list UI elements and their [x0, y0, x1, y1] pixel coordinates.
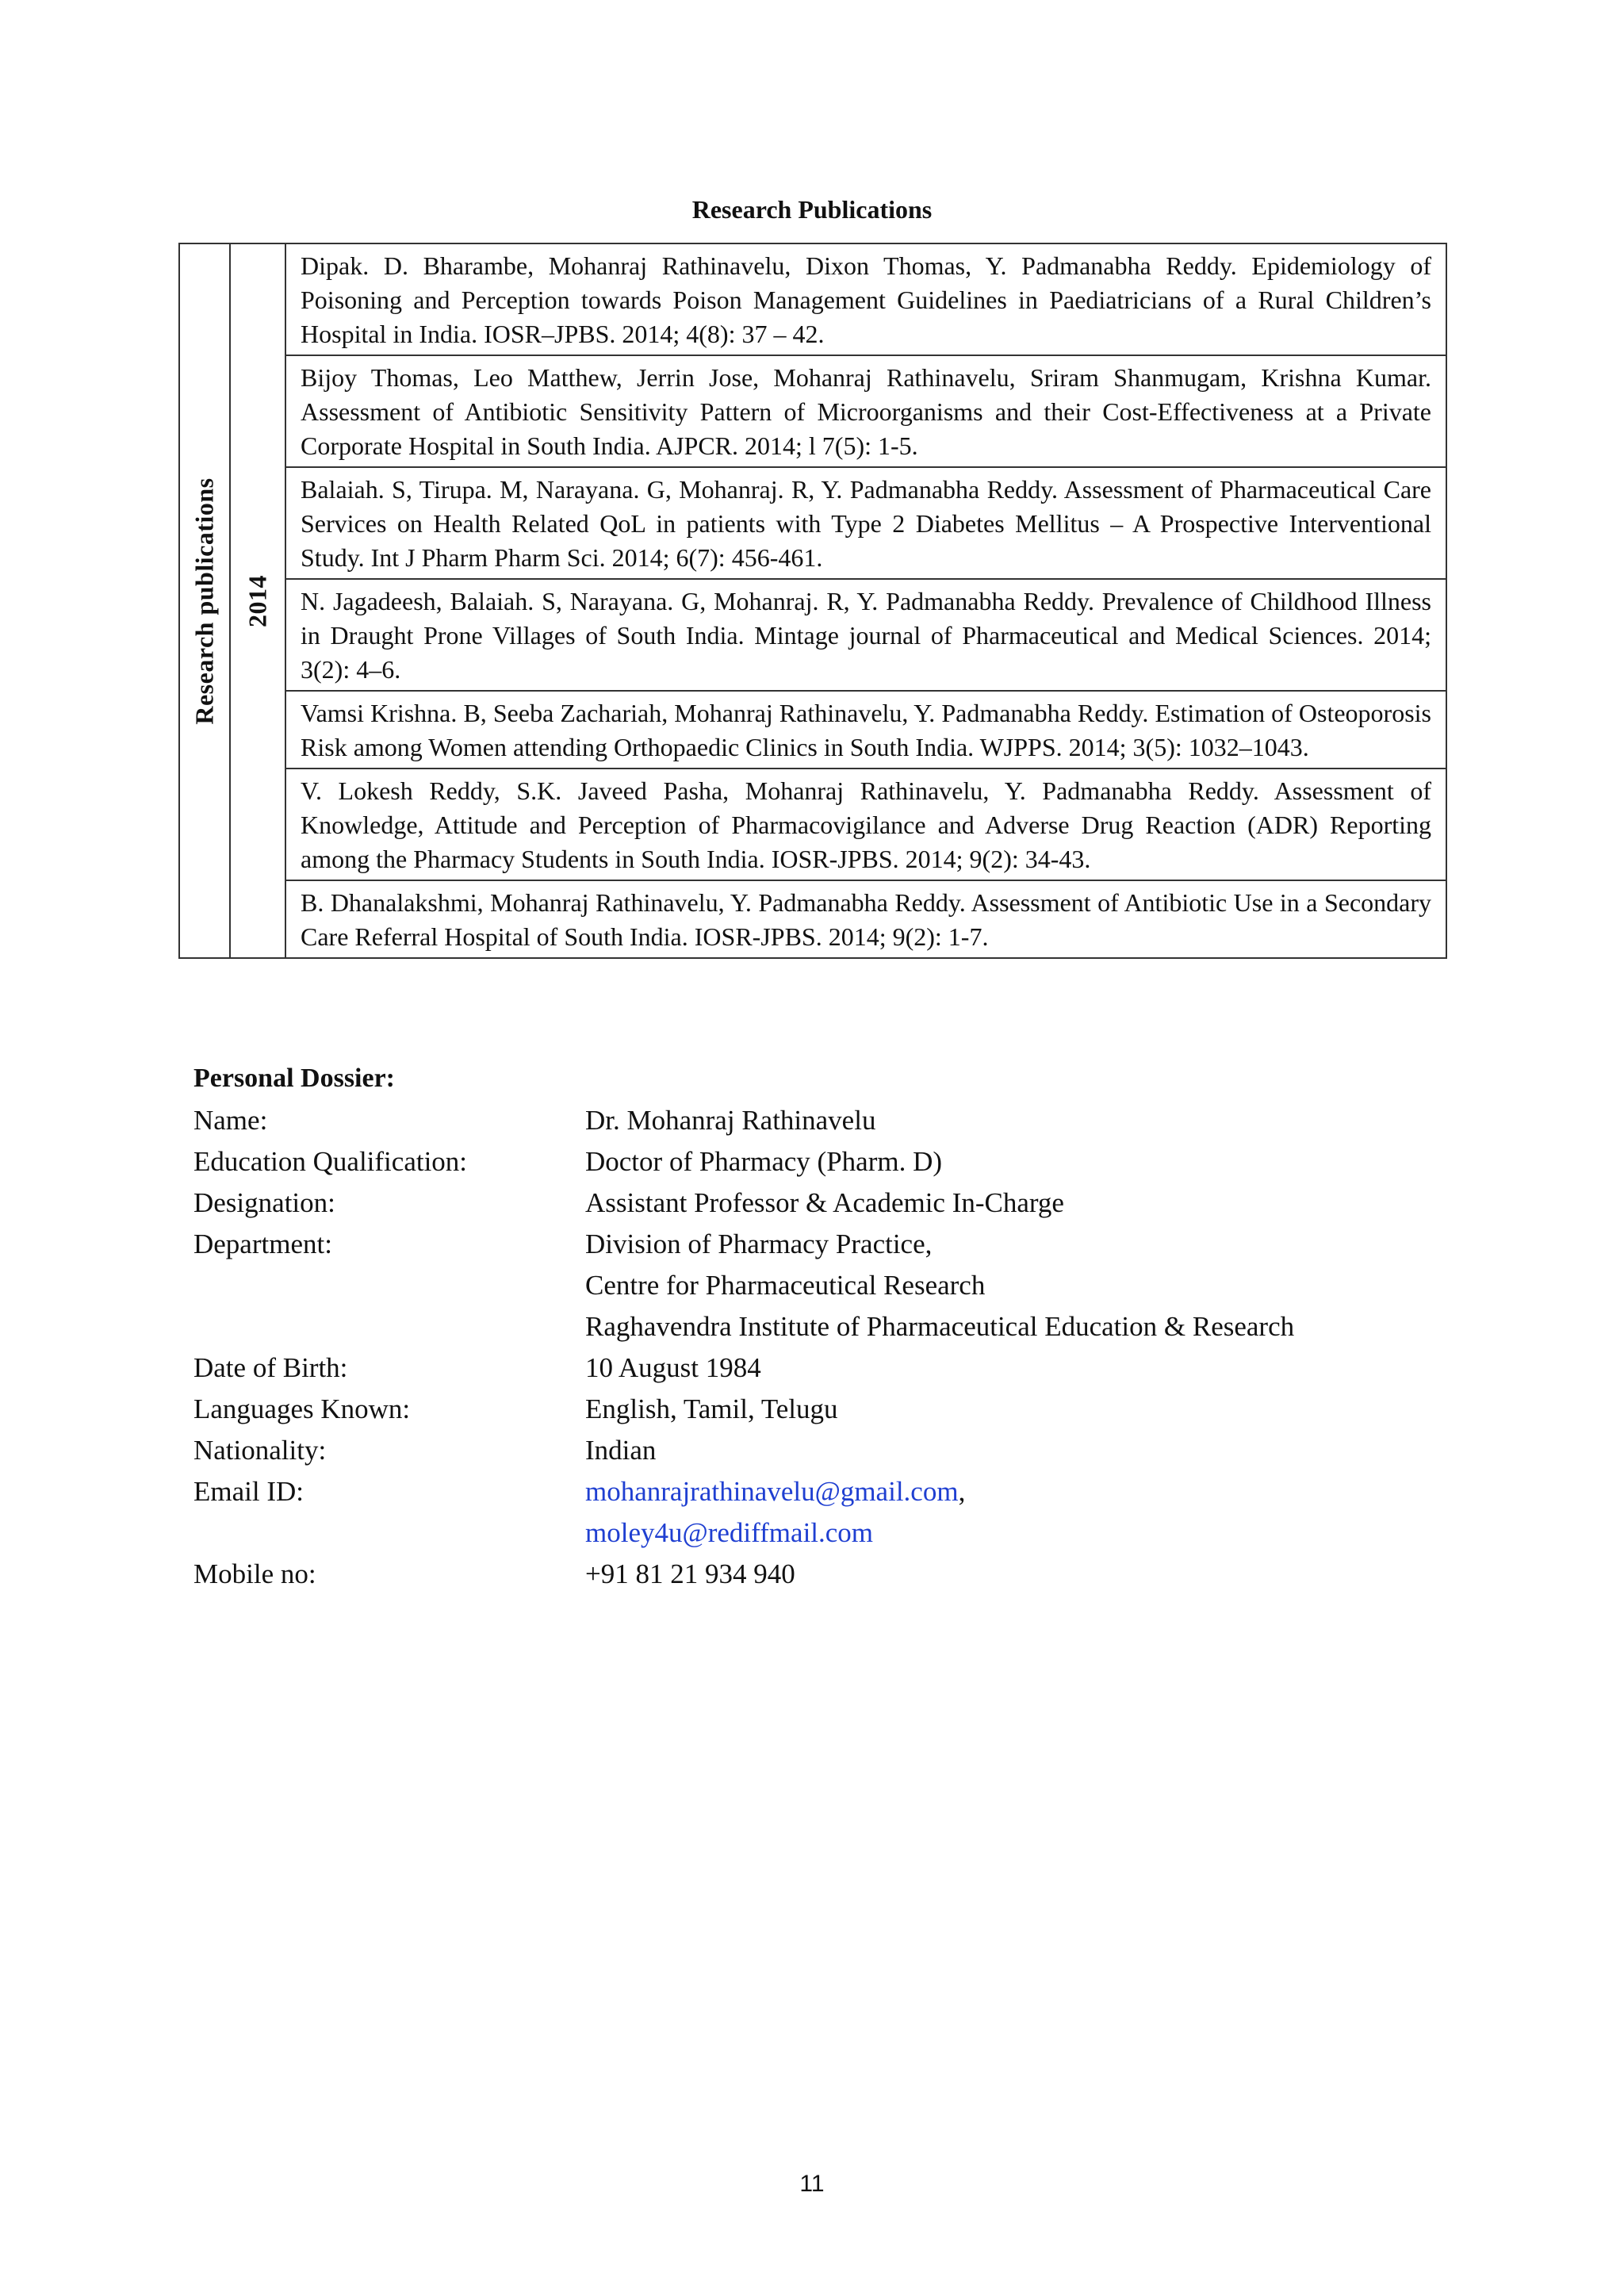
- publication-entry: N. Jagadeesh, Balaiah. S, Narayana. G, Mohanraj. R, Y. Padmanabha Reddy. Prevalence of Childhood Illness in Draught Prone Villages of South India. Mintage journal of Pharmaceutical and Medical Sciences. 2014; 3(2): 4–6.: [285, 579, 1446, 691]
- education-label: Education Qualification:: [193, 1146, 468, 1177]
- languages-label: Languages Known:: [193, 1393, 411, 1424]
- publication-entry: Bijoy Thomas, Leo Matthew, Jerrin Jose, Mohanraj Rathinavelu, Sriram Shanmugam, Krishna Kumar. Assessment of Antibiotic Sensitivity Pattern of Microorganisms and their Cost-Effectiveness at a Private Corporate Hospital in South India. AJPCR. 2014; l 7(5): 1-5.: [285, 355, 1446, 467]
- section-label: Research publications: [190, 477, 219, 725]
- publications-table: [178, 243, 1447, 959]
- dossier-row-department: [193, 1224, 1462, 1347]
- mobile-label: Mobile no:: [193, 1558, 316, 1589]
- dossier-row-languages: [193, 1389, 1462, 1430]
- dossier-row-education: [193, 1141, 1462, 1182]
- publication-entry: Balaiah. S, Tirupa. M, Narayana. G, Mohanraj. R, Y. Padmanabha Reddy. Assessment of Pharmaceutical Care Services on Health Related QoL in patients with Type 2 Diabetes Mellitus – A Prospective Interventional Study. Int J Pharm Pharm Sci. 2014; 6(7): 456-461.: [285, 467, 1446, 579]
- table-row: [179, 243, 1446, 355]
- publication-entry: V. Lokesh Reddy, S.K. Javeed Pasha, Mohanraj Rathinavelu, Y. Padmanabha Reddy. Assessment of Knowledge, Attitude and Perception of Pharmacovigilance and Adverse Drug Reaction (ADR) Reporting among the Pharmacy Students in South India. IOSR-JPBS. 2014; 9(2): 34-43.: [285, 769, 1446, 880]
- table-row: [179, 579, 1446, 691]
- section-label-cell: [179, 243, 230, 958]
- table-row: [179, 880, 1446, 958]
- email-separator: ,: [958, 1476, 966, 1507]
- year-label: 2014: [243, 574, 272, 627]
- department-line: Division of Pharmacy Practice,: [585, 1228, 933, 1259]
- department-label: Department:: [193, 1228, 332, 1259]
- email-secondary-link[interactable]: moley4u@rediffmail.com: [585, 1517, 874, 1548]
- email-label: Email ID:: [193, 1476, 304, 1507]
- dossier-row-name: [193, 1100, 1462, 1141]
- dossier-heading: Personal Dossier:: [193, 1064, 396, 1093]
- publication-entry: Dipak. D. Bharambe, Mohanraj Rathinavelu, Dixon Thomas, Y. Padmanabha Reddy. Epidemiology of Poisoning and Perception towards Poison Management Guidelines in Paediatricians of a Rural Children’s Hospital in India. IOSR–JPBS. 2014; 4(8): 37 – 42.: [285, 243, 1446, 355]
- personal-dossier: [193, 1100, 1462, 1595]
- department-line: Raghavendra Institute of Pharmaceutical Education & Research: [585, 1311, 1295, 1342]
- publication-entry: B. Dhanalakshmi, Mohanraj Rathinavelu, Y. Padmanabha Reddy. Assessment of Antibiotic Use in a Secondary Care Referral Hospital of South India. IOSR-JPBS. 2014; 9(2): 1-7.: [285, 880, 1446, 958]
- dossier-row-mobile: [193, 1554, 1462, 1595]
- nationality-value: Indian: [585, 1435, 657, 1466]
- department-line: Centre for Pharmaceutical Research: [585, 1270, 986, 1301]
- education-value: Doctor of Pharmacy (Pharm. D): [585, 1146, 943, 1177]
- email-secondary-line: [585, 1512, 1462, 1554]
- table-row: [179, 769, 1446, 880]
- name-label: Name:: [193, 1105, 268, 1136]
- designation-value: Assistant Professor & Academic In-Charge: [585, 1187, 1064, 1218]
- publication-entry: Vamsi Krishna. B, Seeba Zachariah, Mohanraj Rathinavelu, Y. Padmanabha Reddy. Estimation of Osteoporosis Risk among Women attending Orthopaedic Clinics in South India. WJPPS. 2014; 3(5): 1032–1043.: [285, 691, 1446, 769]
- dossier-row-designation: [193, 1182, 1462, 1224]
- name-value: Dr. Mohanraj Rathinavelu: [585, 1105, 876, 1136]
- designation-label: Designation:: [193, 1187, 335, 1218]
- dossier-row-email: [193, 1471, 1462, 1554]
- nationality-label: Nationality:: [193, 1435, 327, 1466]
- dob-label: Date of Birth:: [193, 1352, 348, 1383]
- page-number: 11: [799, 2171, 825, 2197]
- table-row: [179, 355, 1446, 467]
- table-row: [179, 467, 1446, 579]
- dossier-row-dob: [193, 1347, 1462, 1389]
- dob-value: 10 August 1984: [585, 1352, 761, 1383]
- mobile-value: +91 81 21 934 940: [585, 1558, 795, 1589]
- languages-value: English, Tamil, Telugu: [585, 1393, 838, 1424]
- year-cell: [230, 243, 285, 958]
- table-row: [179, 691, 1446, 769]
- email-primary-link[interactable]: mohanrajrathinavelu@gmail.com: [585, 1476, 959, 1507]
- email-primary-line: [585, 1471, 1462, 1512]
- page-title: Research Publications: [691, 195, 933, 224]
- dossier-row-nationality: [193, 1430, 1462, 1471]
